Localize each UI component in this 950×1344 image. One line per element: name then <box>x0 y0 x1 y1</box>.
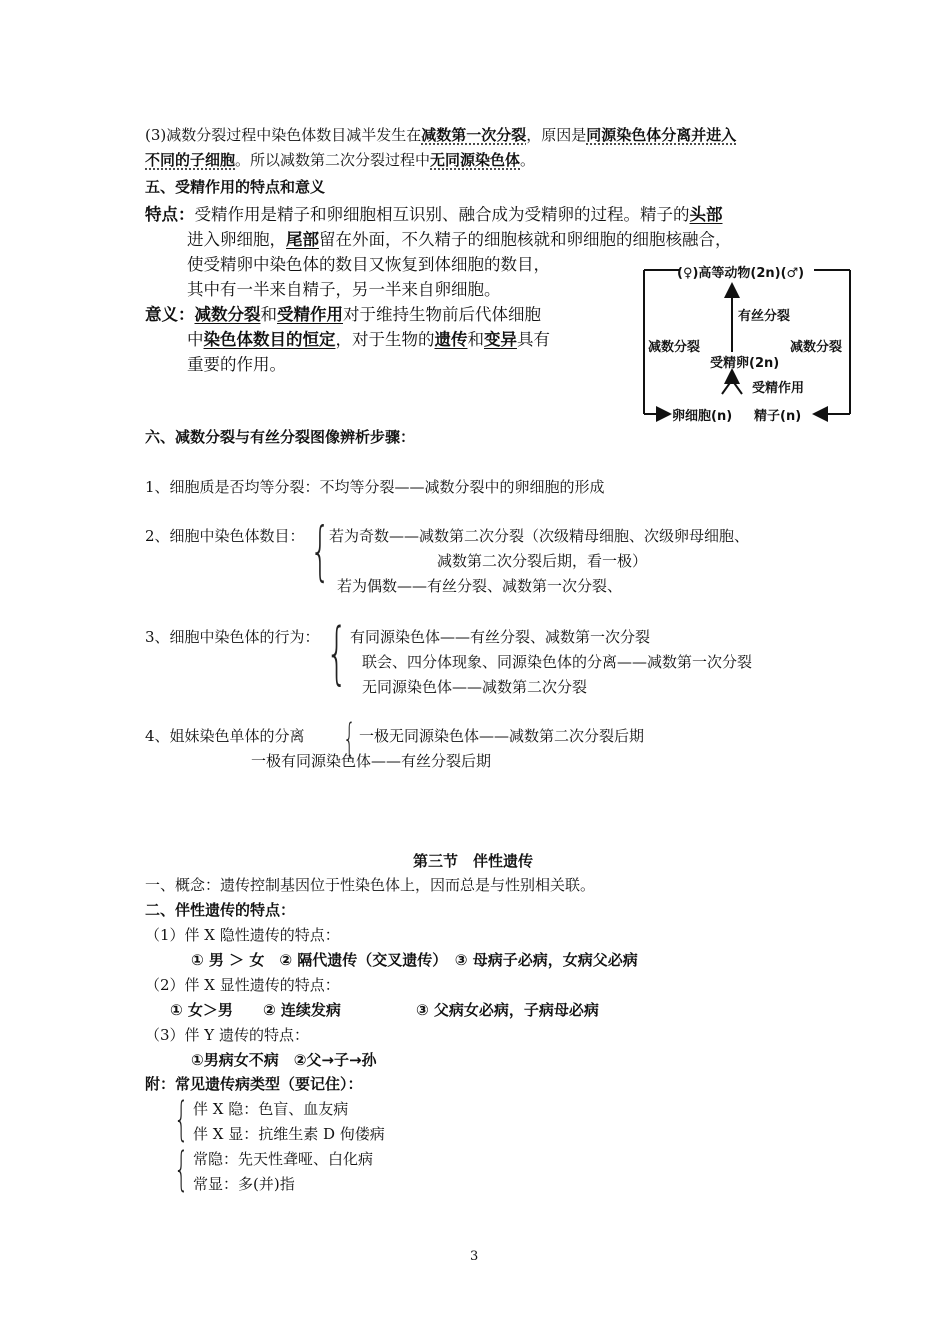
fert-right <box>732 380 742 394</box>
step-2-label: 2、细胞中染色体数目： <box>145 527 305 545</box>
appendix-brace-1: { <box>174 1092 189 1146</box>
x-recessive-points: ① 男 ＞ 女 ② 隔代遗传（交叉遗传） ③ 母病子必病，女病父必病 <box>191 951 638 969</box>
diagram-right: 减数分裂 <box>790 340 843 355</box>
step-4-brace: { <box>343 716 356 762</box>
feature-line4: 其中有一半来自精子，另一半来自卵细胞。 <box>187 280 501 299</box>
y-label: （3）伴 Y 遗传的特点： <box>145 1026 309 1044</box>
x-dominant-point-3: ③ 父病女必病，子病母必病 <box>416 1001 599 1019</box>
x-dominant-point-1: ① 女＞男 <box>170 1001 233 1019</box>
fertilization-heading: 五、受精作用的特点和意义 <box>145 178 326 196</box>
text: 和 <box>467 330 484 349</box>
meiosis-reason-line2 <box>145 149 535 170</box>
meiosis-reason-line1 <box>145 124 736 145</box>
appendix-heading: 附：常见遗传病类型（要记住）： <box>145 1075 363 1093</box>
step-2-b: 减数第二次分裂后期，看一极） <box>437 552 648 570</box>
step-3-a: 有同源染色体——有丝分裂、减数第一次分裂 <box>350 628 651 646</box>
highlight: 变异 <box>484 330 517 349</box>
concept: 一、概念：遗传控制基因位于性染色体上，因而总是与性别相关联。 <box>145 876 596 894</box>
feature-line1 <box>145 201 723 225</box>
x-dominant-point-2: ② 连续发病 <box>263 1001 341 1019</box>
disease-1: 伴 X 隐：色盲、血友病 <box>193 1100 349 1118</box>
diagram-top: (♀)高等动物(2n)(♂) <box>677 266 805 281</box>
text: ，原因是 <box>526 126 587 144</box>
y-points: ①男病女不病 ②父→子→孙 <box>191 1051 377 1069</box>
highlight: 遗传 <box>434 330 468 349</box>
text: 和 <box>260 305 277 324</box>
highlight: 染色体数目的恒定 <box>203 330 336 349</box>
step-4-label: 4、姐妹染色单体的分离 <box>145 727 305 745</box>
text: 具有 <box>517 330 550 349</box>
meaning-label: 意义： <box>145 305 195 324</box>
highlight: 减数第一次分裂 <box>421 126 527 144</box>
diagram-mitosis: 有丝分裂 <box>738 309 791 324</box>
appendix-brace-2: { <box>174 1142 189 1196</box>
diagram-sperm: 精子(n) <box>754 409 802 424</box>
disease-2: 伴 X 显：抗维生素 D 佝偻病 <box>193 1125 385 1143</box>
meaning-line3: 重要的作用。 <box>187 355 286 374</box>
feature-line2 <box>187 226 732 250</box>
step-4-a: 一极无同源染色体——减数第二次分裂后期 <box>359 727 645 745</box>
disease-3: 常隐：先天性聋哑、白化病 <box>193 1150 374 1168</box>
step-4-b: 一极有同源染色体——有丝分裂后期 <box>251 752 492 770</box>
text: ，对于生物的 <box>335 330 435 349</box>
x-recessive-label: （1）伴 X 隐性遗传的特点： <box>145 926 340 944</box>
fert-left <box>722 380 732 394</box>
step-1: 1、细胞质是否均等分裂：不均等分裂——减数分裂中的卵细胞的形成 <box>145 478 605 496</box>
step-3-label: 3、细胞中染色体的行为： <box>145 628 320 646</box>
highlight: 减数分裂 <box>194 305 261 324</box>
text: 对于维持生物前后代体细胞 <box>343 305 541 324</box>
highlight: 头部 <box>689 205 723 224</box>
text: 留在外面，不久精子的细胞核就和卵细胞的细胞核融合， <box>319 230 732 249</box>
section-title: 第三节 伴性遗传 <box>413 852 534 870</box>
meaning-line1 <box>145 301 541 325</box>
text: 。 <box>520 151 536 169</box>
text: 中 <box>187 330 204 349</box>
highlight: 同源染色体分离并进入 <box>586 126 737 144</box>
text: 进入卵细胞， <box>187 230 286 249</box>
text: 。所以减数第二次分裂过程中 <box>235 151 431 169</box>
step-2-a: 若为奇数——减数第二次分裂（次级精母细胞、次级卵母细胞、 <box>329 527 750 545</box>
disease-4: 常显：多(并)指 <box>193 1175 295 1193</box>
feature-label: 特点： <box>145 205 195 224</box>
highlight: 不同的子细胞 <box>145 151 236 169</box>
step-2-brace: { <box>310 515 331 589</box>
diagram-fertilization: 受精作用 <box>752 381 805 396</box>
meaning-line2 <box>187 326 550 350</box>
page-number: 3 <box>470 1249 479 1264</box>
highlight: 无同源染色体 <box>430 151 521 169</box>
diagram-egg: 卵细胞(n) <box>672 409 733 424</box>
features-heading: 二、伴性遗传的特点： <box>145 901 296 919</box>
highlight: 受精作用 <box>277 305 343 324</box>
x-dominant-label: （2）伴 X 显性遗传的特点： <box>145 976 340 994</box>
steps-heading: 六、减数分裂与有丝分裂图像辨析步骤： <box>145 428 416 446</box>
step-3-brace: { <box>326 614 348 693</box>
text: 受精作用是精子和卵细胞相互识别、融合成为受精卵的过程。精子的 <box>194 205 690 224</box>
highlight: 尾部 <box>286 230 319 249</box>
diagram-zygote: 受精卵(2n) <box>710 356 780 371</box>
step-2-c: 若为偶数——有丝分裂、减数第一次分裂、 <box>337 577 623 595</box>
feature-line3: 使受精卵中染色体的数目又恢复到体细胞的数目， <box>187 255 550 274</box>
step-3-c: 无同源染色体——减数第二次分裂 <box>362 678 588 696</box>
text: (3)减数分裂过程中染色体数目减半发生在 <box>145 126 422 144</box>
step-3-b: 联会、四分体现象、同源染色体的分离——减数第一次分裂 <box>362 653 753 671</box>
diagram-left: 减数分裂 <box>648 340 701 355</box>
